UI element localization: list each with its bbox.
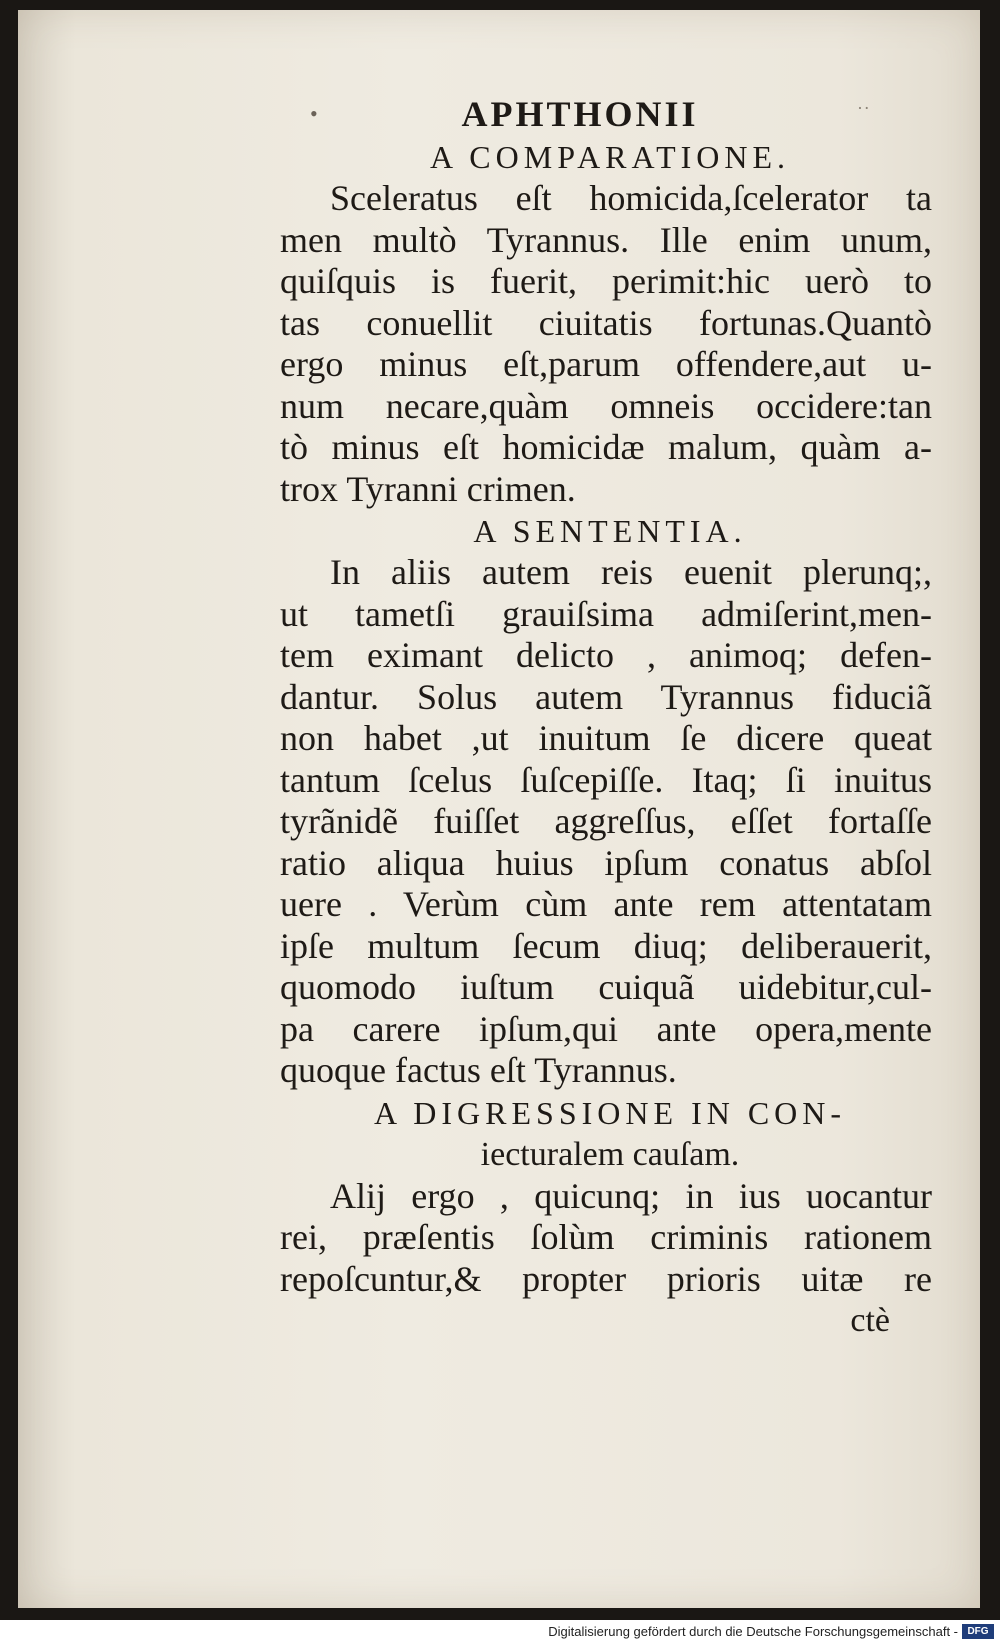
text-line: ratio aliqua huius ipſum conatus abſol <box>280 842 932 883</box>
text-line: tem eximant delicto , animoq; defen- <box>280 635 932 675</box>
text-block <box>280 92 940 1342</box>
footer-credit: Digitalisierung gefördert durch die Deutsche Forschungsgemeinschaft - <box>548 1624 958 1639</box>
book-page <box>18 10 980 1608</box>
text-line: quoque factus eſt Tyrannus. <box>280 1050 677 1090</box>
text-line: tò minus eſt homicidæ malum, quàm a- <box>280 427 932 467</box>
text-line: quomodo iuſtum cuiquã uidebitur,cul- <box>280 967 932 1007</box>
section-heading-comparatione: A COMPARATIONE. <box>429 139 791 175</box>
text-line: Alij ergo , quicunq; in ius uocantur <box>330 1175 932 1216</box>
running-head-mark: ˙˙ <box>856 102 870 125</box>
text-line: ut tametſi grauiſsima admiſerint,men- <box>280 593 932 634</box>
text-line: ipſe multum ſecum diuq; deliberauerit, <box>280 925 932 966</box>
section-heading-sententia: A SENTENTIA. <box>473 513 747 549</box>
text-line: repoſcuntur,& propter prioris uitæ re <box>280 1258 932 1299</box>
text-line: tantum ſcelus ſuſcepiſſe. Itaq; ſi inuitus <box>280 759 932 800</box>
text-line: num necare,quàm omneis occidere:tan <box>280 385 932 426</box>
digitization-footer <box>0 1620 1000 1645</box>
text-line: uere . Verùm cùm ante rem attentatam <box>280 884 932 924</box>
text-line: In aliis autem reis euenit plerunq;, <box>330 552 932 592</box>
text-line: tas conuellit ciuitatis fortunas.Quantò <box>280 302 932 343</box>
text-line: pa carere ipſum,qui ante opera,mente <box>280 1008 932 1049</box>
text-line: Sceleratus eſt homicida,ſcelerator ta <box>330 178 932 218</box>
folio-mark: • <box>310 101 318 126</box>
running-head-title: APHTHONII <box>461 94 699 134</box>
text-line: quiſquis is fuerit, perimit:hic uerò to <box>280 261 932 301</box>
catchword: ctè <box>850 1302 890 1339</box>
dfg-logo-icon: DFG <box>962 1624 994 1639</box>
text-line: non habet ,ut inuitum ſe dicere queat <box>280 718 932 758</box>
text-line: ergo minus eſt,parum offendere,aut u- <box>280 344 932 384</box>
section-subheading-digressione: iecturalem cauſam. <box>480 1135 740 1173</box>
text-line: dantur. Solus autem Tyrannus fiduciã <box>280 676 932 717</box>
text-line: men multò Tyrannus. Ille enim unum, <box>280 219 932 260</box>
text-line: tyrãnidẽ fuiſſet aggreſſus, eſſet fortaſſe <box>280 801 932 841</box>
text-line: rei, præſentis ſolùm criminis rationem <box>280 1217 932 1257</box>
text-line: trox Tyranni crimen. <box>280 468 576 509</box>
running-head <box>310 92 870 136</box>
section-heading-digressione: A DIGRESSIONE IN CON- <box>373 1094 847 1131</box>
